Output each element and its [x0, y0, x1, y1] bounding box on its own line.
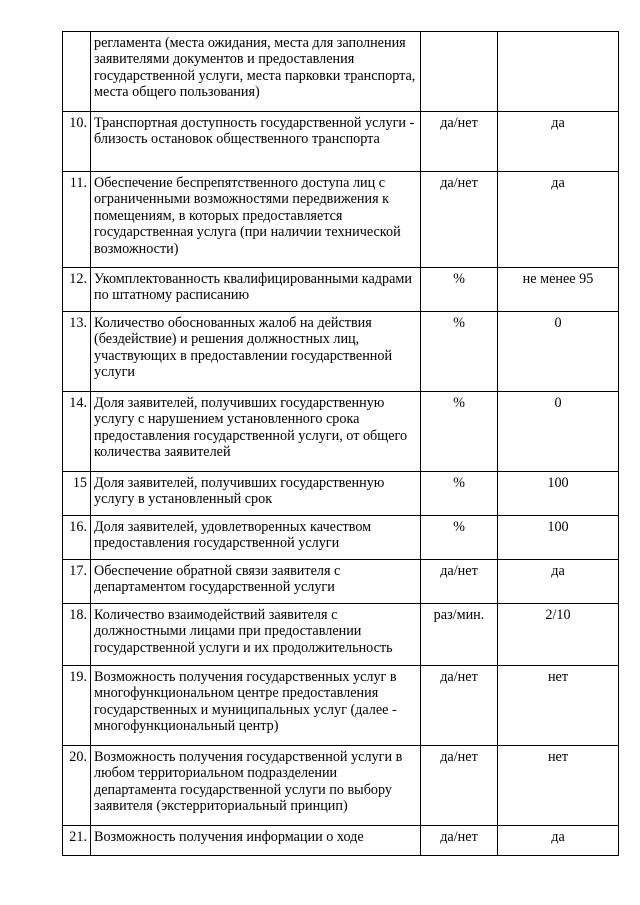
- row-number: 10.: [63, 112, 91, 172]
- unit-of-measure: раз/мин.: [421, 604, 498, 666]
- table-row: [63, 472, 619, 516]
- table-row: [63, 312, 619, 392]
- table-row: [63, 560, 619, 604]
- indicator-value: [498, 32, 619, 112]
- row-number: 19.: [63, 666, 91, 746]
- table-row: [63, 392, 619, 472]
- unit-of-measure: %: [421, 312, 498, 392]
- row-number: 12.: [63, 268, 91, 312]
- indicator-value: 0: [498, 312, 619, 392]
- unit-of-measure: %: [421, 392, 498, 472]
- unit-of-measure: да/нет: [421, 746, 498, 826]
- indicator-name: Доля заявителей, получивших государственную услугу в установленный срок: [91, 472, 421, 516]
- indicator-name: Возможность получения информации о ходе: [91, 826, 421, 856]
- indicator-name: Количество взаимодействий заявителя с должностными лицами при предоставлении государственной услуги и их продолжительность: [91, 604, 421, 666]
- row-number: 11.: [63, 172, 91, 268]
- indicator-value: не менее 95: [498, 268, 619, 312]
- row-number: 13.: [63, 312, 91, 392]
- indicator-name: Доля заявителей, удовлетворенных качеством предоставления государственной услуги: [91, 516, 421, 560]
- table-row: [63, 268, 619, 312]
- indicator-name: Доля заявителей, получивших государственную услугу с нарушением установленного срока предоставления государственной услуги, от общего количества заявителей: [91, 392, 421, 472]
- table-row: [63, 604, 619, 666]
- table-body: [63, 32, 619, 856]
- indicator-value: да: [498, 172, 619, 268]
- row-number: 16.: [63, 516, 91, 560]
- unit-of-measure: %: [421, 516, 498, 560]
- row-number: 21.: [63, 826, 91, 856]
- table-row: [63, 516, 619, 560]
- table-row: [63, 666, 619, 746]
- indicator-value: да: [498, 826, 619, 856]
- indicator-value: нет: [498, 746, 619, 826]
- indicator-name: Транспортная доступность государственной услуги - близость остановок общественного транспорта: [91, 112, 421, 172]
- table-row: [63, 112, 619, 172]
- indicator-name: Возможность получения государственных услуг в многофункциональном центре предоставления государственных и муниципальных услуг (далее - многофункциональный центр): [91, 666, 421, 746]
- indicator-value: 0: [498, 392, 619, 472]
- indicator-name: Обеспечение обратной связи заявителя с департаментом государственной услуги: [91, 560, 421, 604]
- indicator-value: нет: [498, 666, 619, 746]
- unit-of-measure: да/нет: [421, 112, 498, 172]
- indicator-name: Возможность получения государственной услуги в любом территориальном подразделении департамента государственной услуги по выбору заявителя (экстерриториальный принцип): [91, 746, 421, 826]
- indicator-value: 2/10: [498, 604, 619, 666]
- row-number: 20.: [63, 746, 91, 826]
- indicator-name: Количество обоснованных жалоб на действия (бездействие) и решения должностных лиц, участвующих в предоставлении государственной услуги: [91, 312, 421, 392]
- indicator-value: да: [498, 112, 619, 172]
- unit-of-measure: да/нет: [421, 666, 498, 746]
- row-number: [63, 32, 91, 112]
- indicator-value: 100: [498, 516, 619, 560]
- unit-of-measure: да/нет: [421, 172, 498, 268]
- indicator-value: да: [498, 560, 619, 604]
- quality-indicators-table: [62, 31, 619, 856]
- unit-of-measure: да/нет: [421, 560, 498, 604]
- table-row: [63, 746, 619, 826]
- row-number: 17.: [63, 560, 91, 604]
- table-row: [63, 32, 619, 112]
- unit-of-measure: да/нет: [421, 826, 498, 856]
- table-row: [63, 172, 619, 268]
- indicator-name: регламента (места ожидания, места для заполнения заявителями документов и предоставления государственной услуги, места парковки транспорта, места общего пользования): [91, 32, 421, 112]
- unit-of-measure: [421, 32, 498, 112]
- table-row: [63, 826, 619, 856]
- unit-of-measure: %: [421, 472, 498, 516]
- unit-of-measure: %: [421, 268, 498, 312]
- indicator-value: 100: [498, 472, 619, 516]
- row-number: 15: [63, 472, 91, 516]
- row-number: 14.: [63, 392, 91, 472]
- row-number: 18.: [63, 604, 91, 666]
- indicator-name: Обеспечение беспрепятственного доступа лиц с ограниченными возможностями передвижения к помещениям, в которых предоставляется государственная услуга (при наличии технической возможности): [91, 172, 421, 268]
- indicator-name: Укомплектованность квалифицированными кадрами по штатному расписанию: [91, 268, 421, 312]
